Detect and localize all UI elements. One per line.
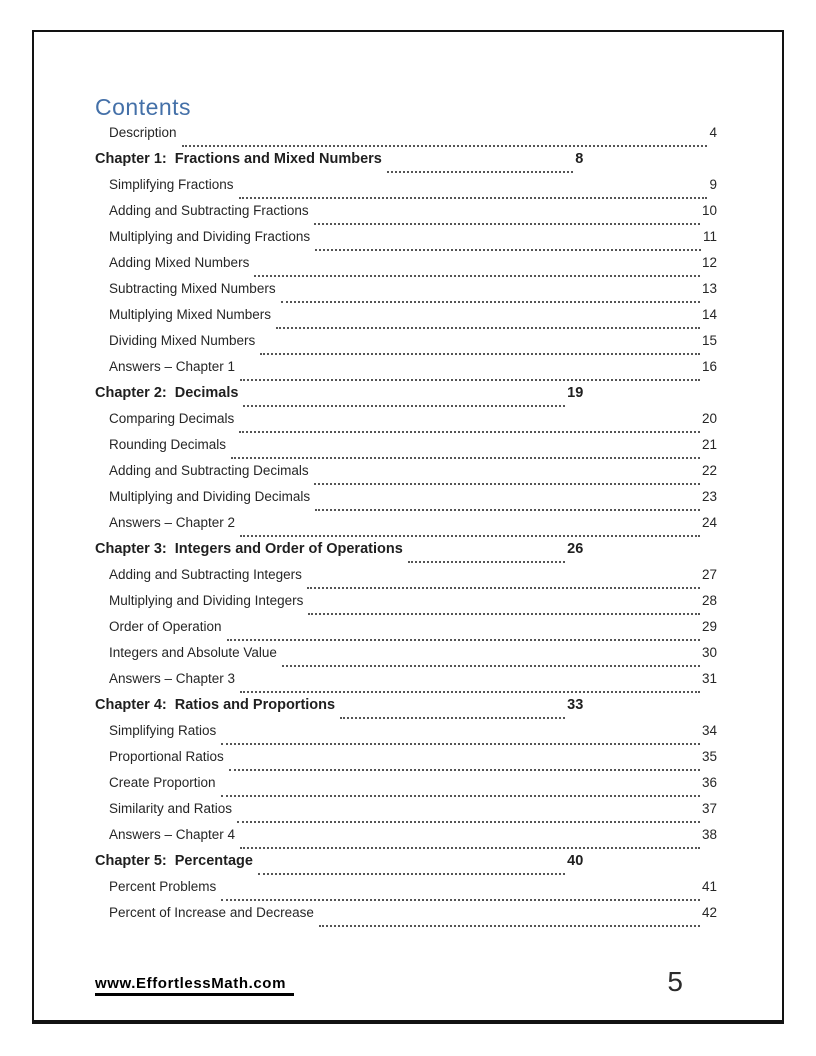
dotted-leader [239, 431, 700, 433]
toc-entry-page: 24 [701, 515, 717, 530]
dotted-leader [276, 327, 700, 329]
toc-sub-entry [95, 489, 717, 515]
toc-sub-entry [95, 177, 717, 203]
dotted-leader [340, 717, 565, 719]
toc-sub-entry [95, 411, 717, 437]
toc-entry-label: Chapter 2: Decimals [95, 385, 239, 401]
toc-entry-label: Multiplying and Dividing Decimals [109, 489, 311, 504]
toc-entry-page: 30 [701, 645, 717, 660]
toc-sub-entry [95, 515, 717, 541]
dotted-leader [308, 613, 700, 615]
dotted-leader [307, 587, 700, 589]
toc-chapter-entry [95, 385, 583, 411]
dotted-leader [229, 769, 700, 771]
dotted-leader [282, 665, 700, 667]
toc-sub-entry [95, 593, 717, 619]
dotted-leader [231, 457, 700, 459]
toc-heading: Contents [95, 94, 192, 120]
toc-entry-page: 11 [702, 229, 717, 244]
toc-entry-label: Similarity and Ratios [109, 801, 233, 816]
dotted-leader [281, 301, 700, 303]
dotted-leader [243, 405, 565, 407]
toc-entry-page: 9 [709, 177, 717, 192]
toc-entry-page: 13 [701, 281, 717, 296]
toc-entry-page: 29 [701, 619, 717, 634]
toc-entry-page: 26 [567, 541, 584, 557]
toc-entry-label: Multiplying and Dividing Integers [109, 593, 304, 608]
toc-sub-entry [95, 879, 717, 905]
toc-entry-label: Answers – Chapter 1 [109, 359, 236, 374]
toc-sub-entry [95, 723, 717, 749]
toc-entry-page: 38 [701, 827, 717, 842]
page-content [95, 94, 717, 996]
toc-entry-page: 20 [701, 411, 717, 426]
toc-entry-label: Adding and Subtracting Fractions [109, 203, 309, 218]
toc-chapter-entry [95, 853, 583, 879]
toc-sub-entry [95, 281, 717, 307]
toc-entry-page: 37 [701, 801, 717, 816]
dotted-leader [315, 249, 701, 251]
toc-entry-label: Comparing Decimals [109, 411, 235, 426]
toc-entry-label: Multiplying Mixed Numbers [109, 307, 272, 322]
toc-sub-entry [95, 645, 717, 671]
toc-sub-entry [95, 567, 717, 593]
toc-entry-label: Description [109, 125, 177, 140]
dotted-leader [182, 145, 708, 147]
toc-entry-page: 4 [709, 125, 717, 140]
toc-entry-label: Chapter 4: Ratios and Proportions [95, 697, 336, 713]
toc-sub-entry [95, 203, 717, 229]
toc-entry-page: 8 [575, 151, 584, 167]
toc-entry-page: 15 [701, 333, 717, 348]
toc-entry-label: Answers – Chapter 3 [109, 671, 236, 686]
toc-entry-label: Integers and Absolute Value [109, 645, 277, 660]
toc-entry-page: 27 [701, 567, 717, 582]
toc-sub-entry [95, 359, 717, 385]
toc-chapter-entry [95, 151, 583, 177]
dotted-leader [315, 509, 700, 511]
toc-entry-label: Chapter 1: Fractions and Mixed Numbers [95, 151, 382, 167]
toc-entry-page: 33 [567, 697, 584, 713]
toc-entry-page: 12 [701, 255, 717, 270]
toc-entry-label: Proportional Ratios [109, 749, 224, 764]
toc-entry-page: 35 [701, 749, 717, 764]
dotted-leader [240, 847, 700, 849]
toc-sub-entry [95, 125, 717, 151]
toc-entry-label: Chapter 3: Integers and Order of Operations [95, 541, 403, 557]
dotted-leader [314, 483, 700, 485]
toc-entry-label: Subtracting Mixed Numbers [109, 281, 276, 296]
toc-entry-page: 28 [701, 593, 717, 608]
toc-entry-label: Adding and Subtracting Integers [109, 567, 302, 582]
toc-sub-entry [95, 437, 717, 463]
dotted-leader [221, 743, 700, 745]
page-footer [95, 968, 717, 996]
dotted-leader [314, 223, 700, 225]
toc-sub-entry [95, 749, 717, 775]
dotted-leader [227, 639, 700, 641]
toc-entry-page: 36 [701, 775, 717, 790]
dotted-leader [221, 795, 700, 797]
toc-entry-page: 19 [567, 385, 584, 401]
toc-entry-page: 34 [701, 723, 717, 738]
toc-entry-page: 40 [567, 853, 584, 869]
toc-sub-entry [95, 827, 717, 853]
toc-chapter-entry [95, 541, 583, 567]
page-number: 5 [667, 966, 683, 997]
toc-sub-entry [95, 463, 717, 489]
dotted-leader [260, 353, 700, 355]
dotted-leader [240, 379, 700, 381]
toc-list [95, 125, 717, 931]
dotted-leader [258, 873, 565, 875]
dotted-leader [254, 275, 700, 277]
toc-entry-label: Adding and Subtracting Decimals [109, 463, 309, 478]
toc-entry-label: Dividing Mixed Numbers [109, 333, 256, 348]
toc-entry-label: Adding Mixed Numbers [109, 255, 250, 270]
toc-entry-label: Answers – Chapter 4 [109, 827, 236, 842]
toc-entry-page: 16 [701, 359, 717, 374]
dotted-leader [408, 561, 565, 563]
toc-sub-entry [95, 671, 717, 697]
toc-entry-label: Create Proportion [109, 775, 216, 790]
effortlessmath-website-link[interactable]: www.EffortlessMath.com [95, 975, 294, 996]
toc-sub-entry [95, 775, 717, 801]
toc-entry-page: 22 [701, 463, 717, 478]
dotted-leader [319, 925, 700, 927]
toc-sub-entry [95, 801, 717, 827]
toc-chapter-entry [95, 697, 583, 723]
toc-entry-label: Simplifying Fractions [109, 177, 234, 192]
dotted-leader [239, 197, 708, 199]
toc-entry-page: 21 [701, 437, 717, 452]
toc-entry-label: Chapter 5: Percentage [95, 853, 253, 869]
toc-entry-page: 10 [701, 203, 717, 218]
toc-entry-label: Answers – Chapter 2 [109, 515, 236, 530]
toc-entry-label: Order of Operation [109, 619, 222, 634]
toc-entry-page: 23 [701, 489, 717, 504]
toc-sub-entry [95, 307, 717, 333]
dotted-leader [240, 691, 700, 693]
toc-entry-label: Simplifying Ratios [109, 723, 217, 738]
toc-entry-label: Percent Problems [109, 879, 217, 894]
toc-entry-page: 42 [701, 905, 717, 920]
toc-sub-entry [95, 905, 717, 931]
toc-sub-entry [95, 255, 717, 281]
toc-sub-entry [95, 333, 717, 359]
dotted-leader [387, 171, 573, 173]
toc-entry-page: 41 [701, 879, 717, 894]
toc-entry-page: 31 [701, 671, 717, 686]
toc-sub-entry [95, 619, 717, 645]
dotted-leader [221, 899, 700, 901]
toc-entry-label: Percent of Increase and Decrease [109, 905, 314, 920]
dotted-leader [237, 821, 700, 823]
toc-entry-label: Multiplying and Dividing Fractions [109, 229, 311, 244]
page-border-frame [32, 30, 784, 1024]
toc-entry-page: 14 [701, 307, 717, 322]
toc-sub-entry [95, 229, 717, 255]
toc-entry-label: Rounding Decimals [109, 437, 227, 452]
dotted-leader [240, 535, 700, 537]
